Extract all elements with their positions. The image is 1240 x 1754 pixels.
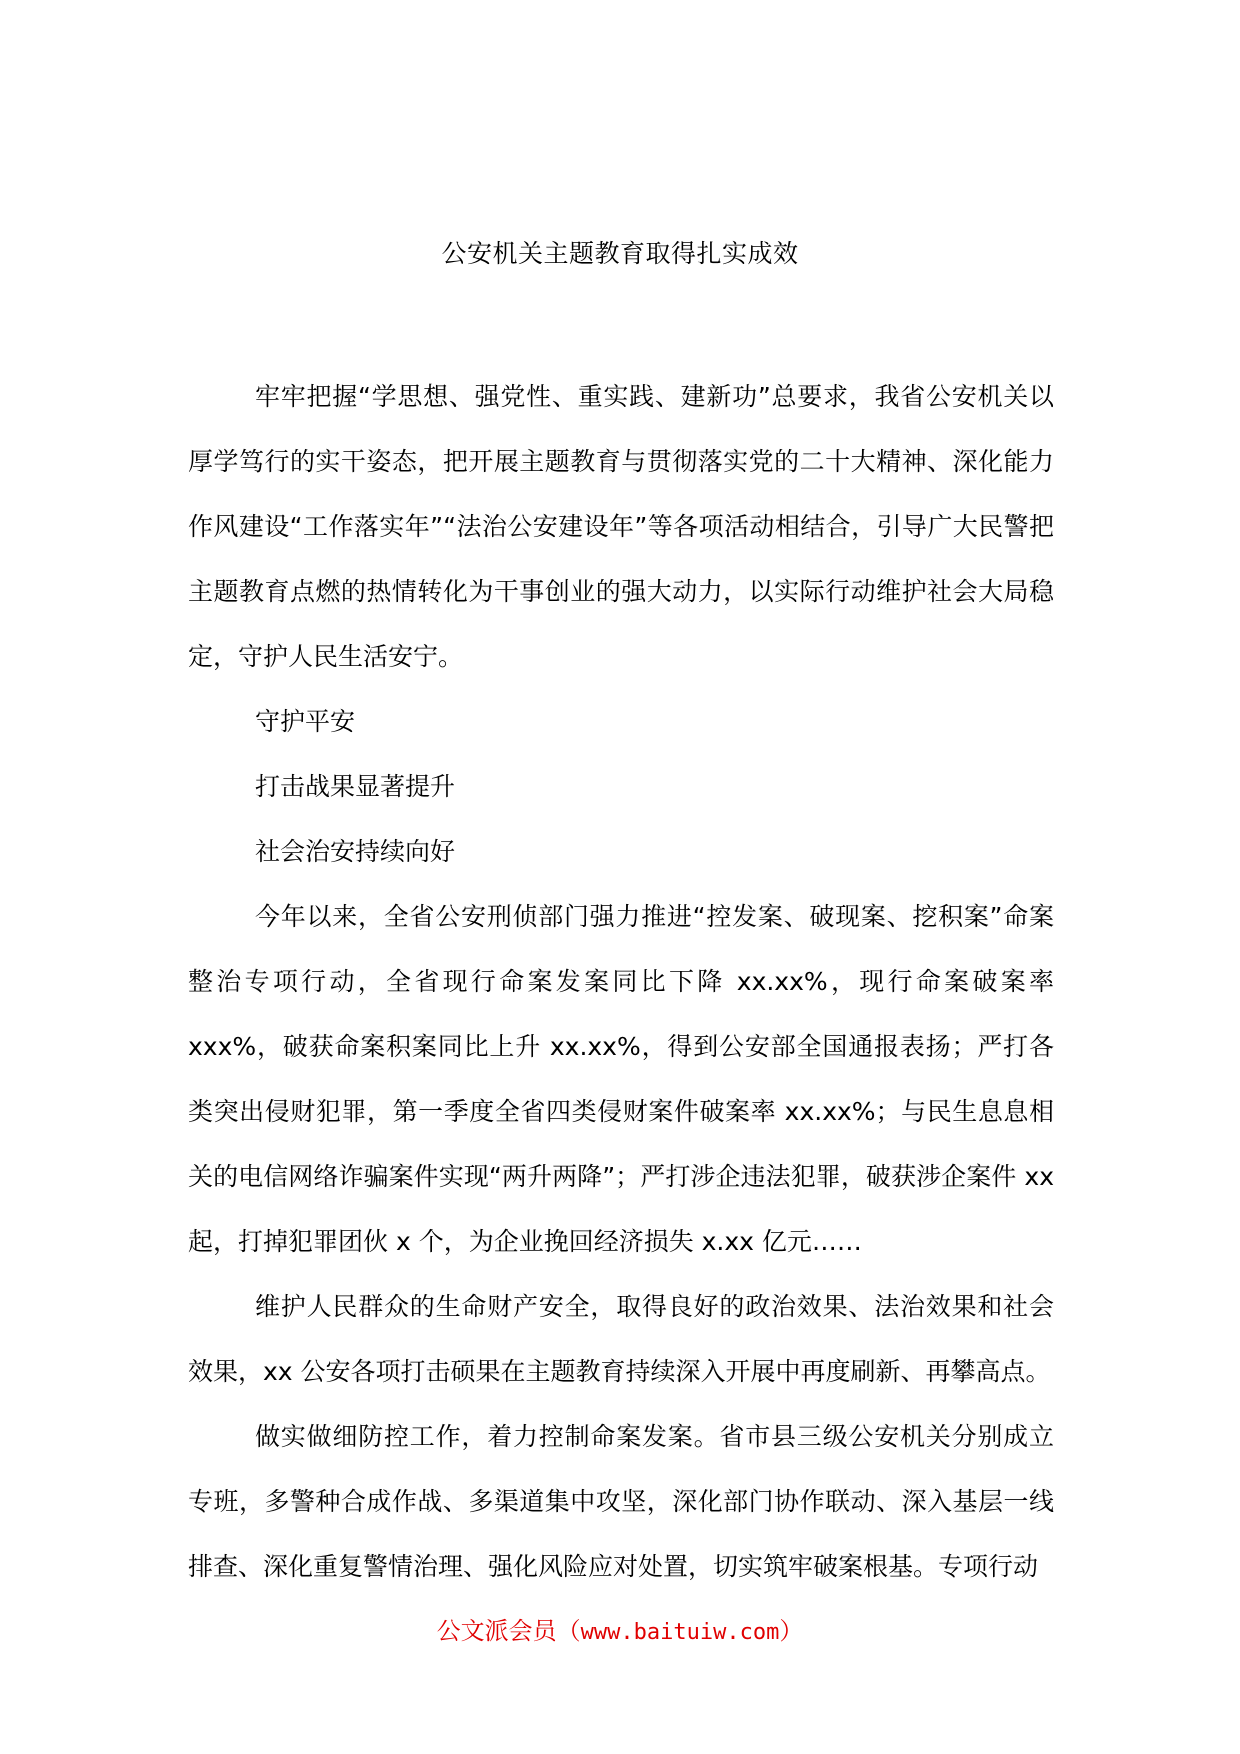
footer-url-link[interactable]: www.baituiw.com — [580, 1620, 780, 1645]
document-title: 公安机关主题教育取得扎实成效 — [441, 239, 799, 268]
footer-label: 公文派会员（ — [436, 1617, 581, 1645]
paragraph-intro: 牢牢把握“学思想、强党性、重实践、建新功”总要求，我省公安机关以厚学笃行的实干姿态，把开展主题教育与贯彻落实党的二十大精神、深化能力作风建设“工作落实年”“法治公安建设年”等各项活动相结合，引导广大民警把主题教育点燃的热情转化为干事创业的强大动力，以实际行动维护社会大局稳定，守护人民生活安宁。 — [188, 382, 1054, 671]
paragraph-results: 维护人民群众的生命财产安全，取得良好的政治效果、法治效果和社会效果，xx 公安各项打击硕果在主题教育持续深入开展中再度刷新、再攀高点。 — [188, 1292, 1054, 1386]
document-body — [188, 364, 1054, 1599]
paragraph-statistics: 今年以来，全省公安刑侦部门强力推进“控发案、破现案、挖积案”命案整治专项行动，全省现行命案发案同比下降 xx.xx%，现行命案破案率 xxx%，破获命案积案同比上升 xx.xx%，得到公安部全国通报表扬；严打各类突出侵财犯罪，第一季度全省四类侵财案件破案率 xx.xx%；与民生息息相关的电信网络诈骗案件实现“两升两降”；严打涉企违法犯罪，破获涉企案件 xx 起，打掉犯罪团伙 x 个，为企业挽回经济损失 x.xx 亿元…… — [188, 902, 1054, 1256]
heading-line-2: 打击战果显著提升 — [255, 772, 456, 801]
heading-line-1: 守护平安 — [255, 707, 356, 736]
paragraph-prevention: 做实做细防控工作，着力控制命案发案。省市县三级公安机关分别成立专班，多警种合成作战、多渠道集中攻坚，深化部门协作联动、深入基层一线排查、深化重复警情治理、强化风险应对处置，切实筑牢破案根基。专项行动 — [188, 1422, 1054, 1581]
footer-label-close: ） — [779, 1617, 804, 1645]
footer-watermark — [0, 1614, 1240, 1650]
heading-line-3: 社会治安持续向好 — [255, 837, 456, 866]
